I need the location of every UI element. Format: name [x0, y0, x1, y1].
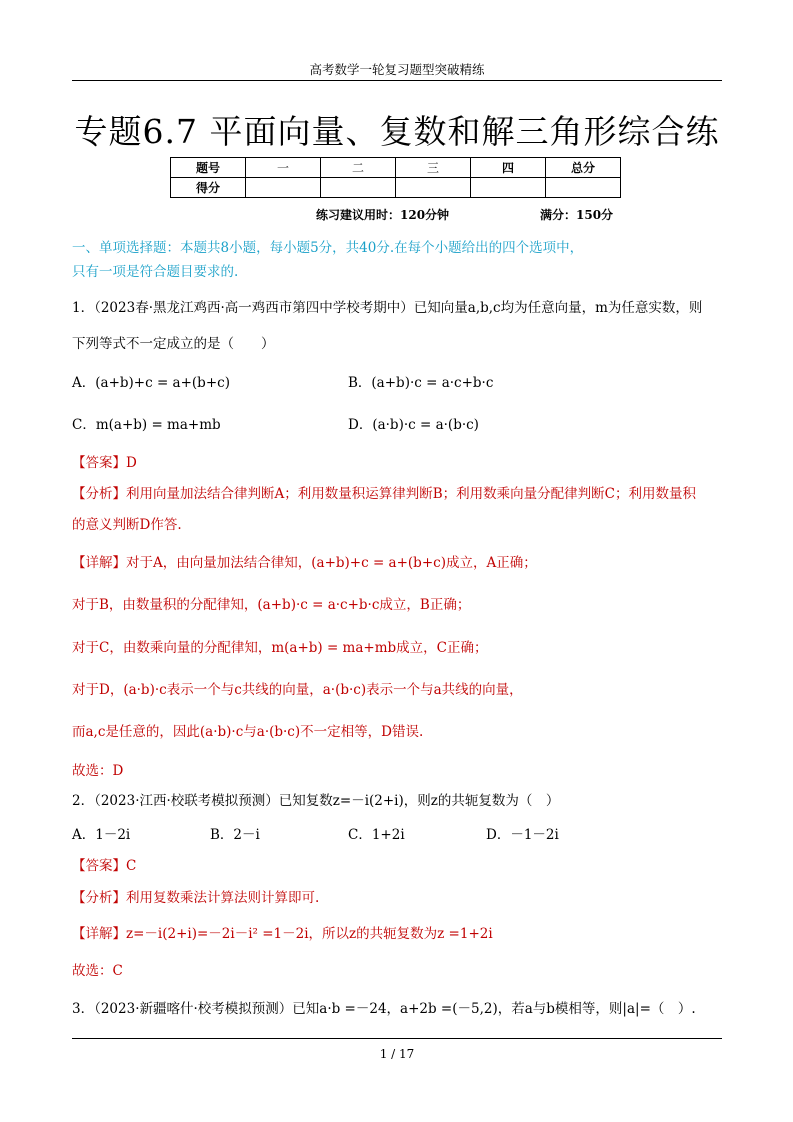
detail-text: z=－i(2+i)=－2i－i² =1－2i，所以z的共轭复数为z =1+2i [126, 926, 493, 942]
time-tip: 练习建议用时：120分钟 [316, 208, 450, 222]
analysis-text-cont: 的意义判断D作答. [72, 517, 182, 533]
option-a: A．1－2i [72, 827, 131, 843]
detail-tag: 【详解】 [72, 926, 126, 942]
answer-tag: 【答案】 [72, 858, 126, 874]
score-table-cell: 一 [246, 158, 321, 178]
analysis-line [72, 888, 732, 908]
score-table-cell [396, 178, 471, 198]
analysis-line [72, 484, 732, 504]
option-b: B．(a+b)·c = a·c+b·c [348, 375, 494, 391]
full-score: 满分：150分 [540, 208, 614, 222]
detail-text: 对于C，由数乘向量的分配律知，m(a+b) = ma+mb成立，C正确； [72, 640, 488, 656]
score-table-cell: 得分 [171, 178, 246, 198]
answer-tag: 【答案】 [72, 455, 126, 471]
analysis-text: 利用复数乘法计算法则计算即可. [126, 890, 320, 906]
score-table [170, 157, 621, 198]
question-2-stem: 2．（2023·江西·校联考模拟预测）已知复数z=－i(2+i)，则z的共轭复数为（ ） [72, 793, 560, 809]
question-3-stem: 3．（2023·新疆喀什·校考模拟预测）已知a·b =－24，a+2b =(－5,2)，若a与b模相等，则|a|=（ ）. [72, 1001, 696, 1017]
answer-value: D [126, 455, 137, 471]
score-table-cell [246, 178, 321, 198]
option-d: D．－1－2i [486, 827, 559, 843]
question-1-stem-cont: 下列等式不一定成立的是（ ） [72, 336, 275, 352]
section-line: 一、单项选择题：本题共8小题，每小题5分，共40分.在每个小题给出的四个选项中， [72, 240, 584, 256]
detail-text: 对于D，(a·b)·c表示一个与c共线的向量，a·(b·c)表示一个与a共线的向量， [72, 682, 523, 698]
detail-text: 对于A，由向量加法结合律知，(a+b)+c = a+(b+c)成立，A正确； [126, 555, 537, 571]
score-table-cell: 四 [471, 158, 546, 178]
detail-line [72, 924, 732, 944]
score-table-cell [471, 178, 546, 198]
analysis-tag: 【分析】 [72, 890, 126, 906]
option-a: A．(a+b)+c = a+(b+c) [72, 375, 230, 391]
detail-tag: 【详解】 [72, 555, 126, 571]
option-c: C．1+2i [348, 827, 405, 843]
choice-line: 故选：C [72, 963, 123, 979]
score-table-cell: 题号 [171, 158, 246, 178]
choice-line: 故选：D [72, 763, 124, 779]
option-d: D．(a·b)·c = a·(b·c) [348, 417, 479, 433]
detail-text: 对于B，由数量积的分配律知，(a+b)·c = a·c+b·c成立，B正确； [72, 597, 471, 613]
answer-value: C [126, 858, 137, 874]
analysis-tag: 【分析】 [72, 486, 126, 502]
answer-line [72, 856, 732, 876]
header-rule [72, 80, 722, 81]
running-header: 高考数学一轮复习题型突破精练 [309, 62, 485, 77]
detail-text: 而a,c是任意的，因此(a·b)·c与a·(b·c)不一定相等，D错误. [72, 724, 424, 740]
option-b: B．2－i [210, 827, 260, 843]
score-table-cell [546, 178, 621, 198]
page-number: 1 / 17 [379, 1047, 415, 1061]
score-table-cell: 二 [321, 158, 396, 178]
analysis-text: 利用向量加法结合律判断A；利用数量积运算律判断B；利用数乘向量分配律判断C；利用数量积 [126, 486, 696, 502]
score-table-cell [321, 178, 396, 198]
score-table-cell: 总分 [546, 158, 621, 178]
section-line: 只有一项是符合题目要求的. [72, 264, 239, 280]
document-title: 专题6.7 平面向量、复数和解三角形综合练 [74, 112, 720, 151]
score-table-cell: 三 [396, 158, 471, 178]
option-c: C．m(a+b) = ma+mb [72, 417, 221, 433]
section-heading [72, 236, 722, 284]
question-1-stem: 1．（2023春·黑龙江鸡西·高一鸡西市第四中学校考期中）已知向量a,b,c均为任意向量，m为任意实数，则 [72, 300, 703, 316]
detail-line [72, 553, 732, 573]
footer-rule [72, 1038, 722, 1039]
answer-line [72, 453, 732, 473]
